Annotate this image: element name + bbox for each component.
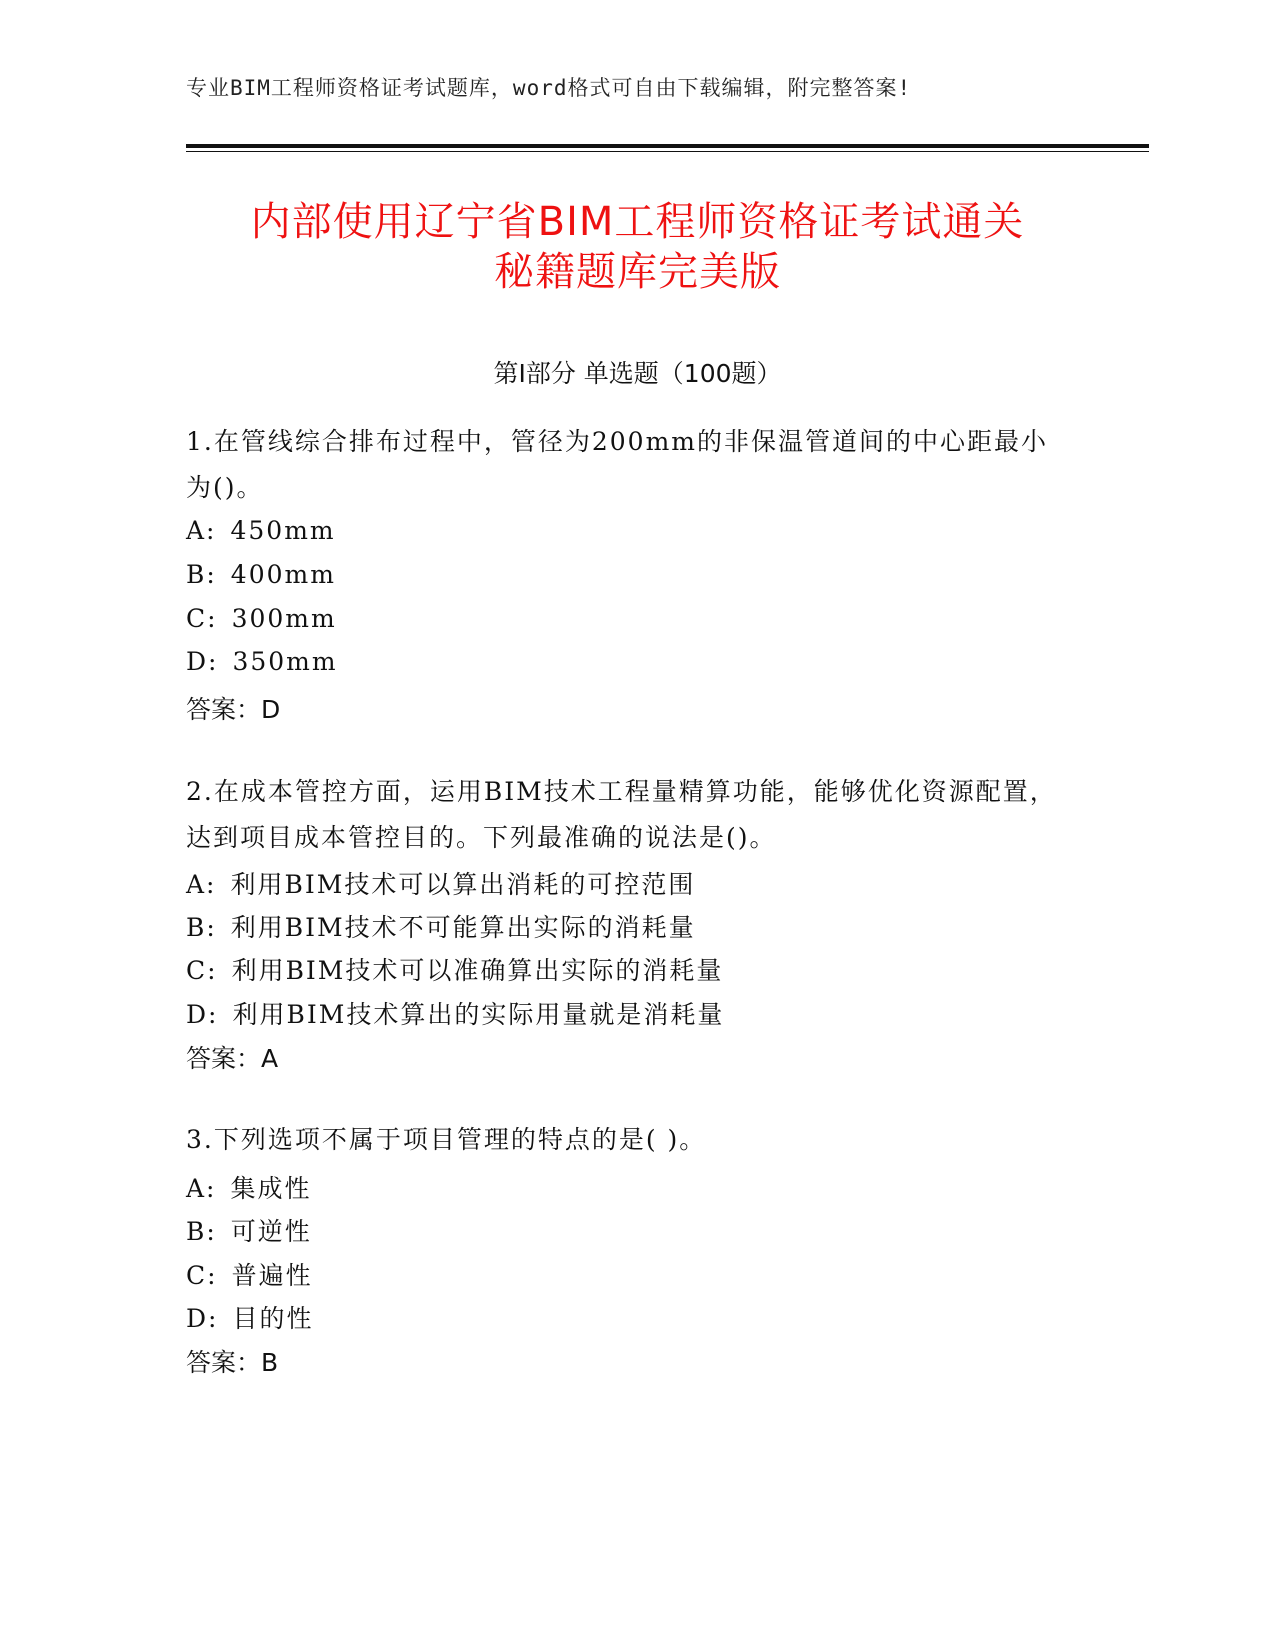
question-3-answer: 答案：B — [186, 1348, 279, 1377]
document-title — [150, 197, 1125, 297]
header-rule-thick — [186, 144, 1149, 148]
question-3-option-d: D: 目的性 — [186, 1304, 314, 1333]
document-title-line-1: 内部使用辽宁省BIM工程师资格证考试通关 — [250, 199, 1025, 245]
question-1-text: 1.在管线综合排布过程中，管径为200mm的非保温管道间的中心距最小为()。 — [186, 427, 1048, 502]
header-rule-thin — [186, 151, 1149, 152]
question-1-answer: 答案：D — [186, 695, 281, 724]
question-1-option-a: A: 450mm — [186, 516, 336, 545]
question-3-text: 3.下列选项不属于项目管理的特点的是( )。 — [186, 1125, 707, 1154]
question-2-answer: 答案：A — [186, 1044, 279, 1073]
section-title: 第Ⅰ部分 单选题（100题） — [493, 359, 782, 388]
question-2-option-d: D: 利用BIM技术算出的实际用量就是消耗量 — [186, 1000, 725, 1029]
header-note: 专业BIM工程师资格证考试题库，word格式可自由下载编辑，附完整答案! — [186, 76, 912, 100]
question-1-option-c: C: 300mm — [186, 604, 337, 633]
question-2-option-b: B: 利用BIM技术不可能算出实际的消耗量 — [186, 913, 696, 942]
question-3-option-a: A: 集成性 — [186, 1174, 312, 1203]
question-2-option-c: C: 利用BIM技术可以准确算出实际的消耗量 — [186, 956, 724, 985]
document-title-line-2: 秘籍题库完美版 — [494, 249, 781, 295]
question-2-option-a: A: 利用BIM技术可以算出消耗的可控范围 — [186, 870, 696, 899]
question-1-option-b: B: 400mm — [186, 560, 336, 589]
question-2-text: 2.在成本管控方面，运用BIM技术工程量精算功能，能够优化资源配置，达到项目成本管控目的。下列最准确的说法是()。 — [186, 777, 1057, 852]
question-3-option-b: B: 可逆性 — [186, 1217, 312, 1246]
question-3-option-c: C: 普遍性 — [186, 1261, 313, 1290]
question-1-option-d: D: 350mm — [186, 647, 338, 676]
